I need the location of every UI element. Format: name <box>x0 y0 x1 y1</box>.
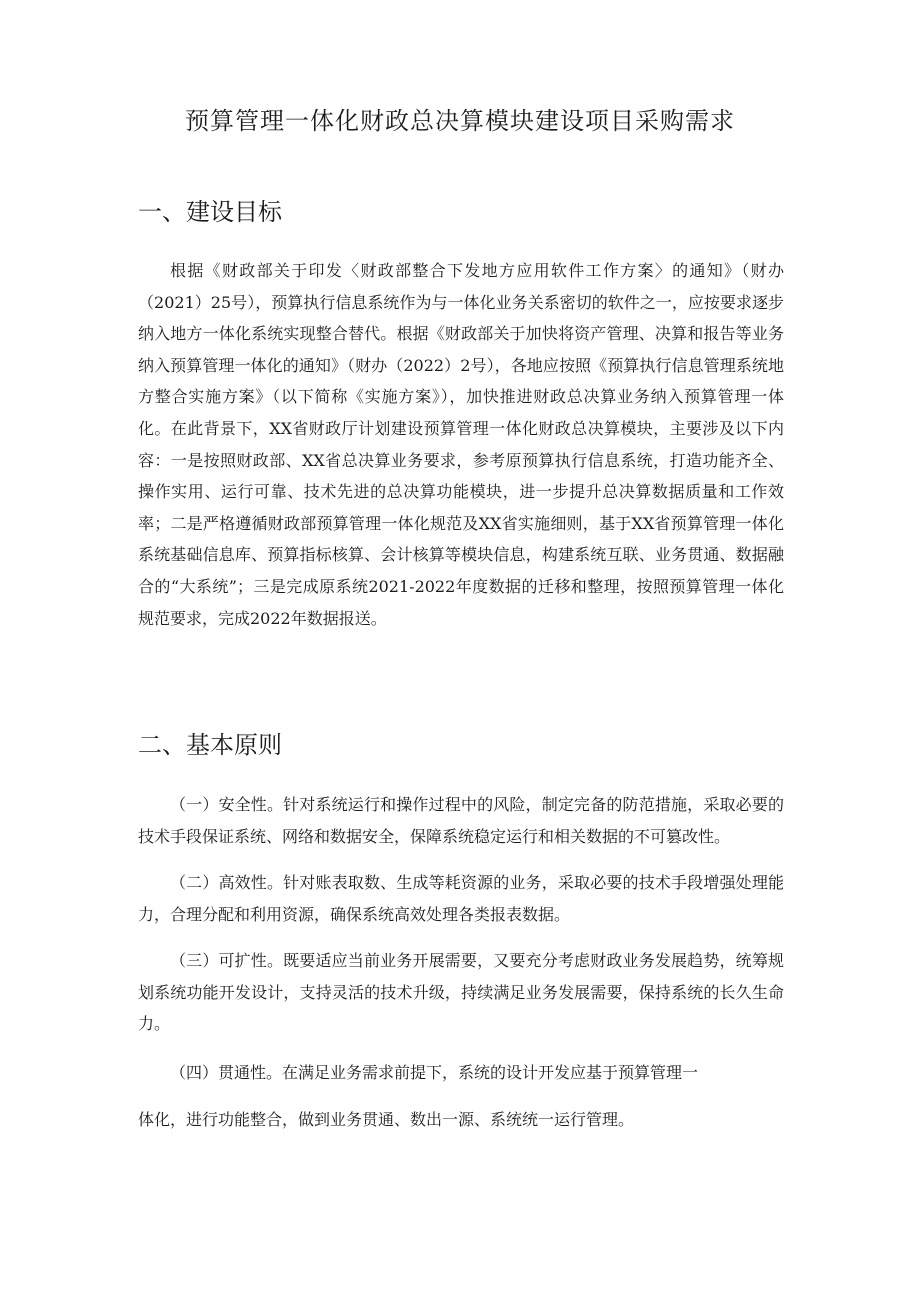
document-title: 预算管理一体化财政总决算模块建设项目采购需求 <box>185 107 735 135</box>
principle-security-paragraph: （一）安全性。针对系统运行和操作过程中的风险，制定完备的防范措施，采取必要的技术手段保证系统、网络和数据安全，保障系统稳定运行和相关数据的不可篡改性。 <box>138 795 784 846</box>
section-heading-principles: 二、基本原则 <box>138 731 282 759</box>
principle-connectivity-continuation: 体化，进行功能整合，做到业务贯通、数出一源、系统统一运行管理。 <box>138 1110 635 1129</box>
principle-efficiency-paragraph: （二）高效性。针对账表取数、生成等耗资源的业务，采取必要的技术手段增强处理能力，合理分配和利用资源，确保系统高效处理各类报表数据。 <box>138 873 784 924</box>
principle-connectivity-paragraph: （四）贯通性。在满足业务需求前提下，系统的设计开发应基于预算管理一 <box>170 1063 699 1082</box>
goal-paragraph: 根据《财政部关于印发〈财政部整合下发地方应用软件工作方案〉的通知》（财办（2021）25号），预算执行信息系统作为与一体化业务关系密切的软件之一，应按要求逐步纳入地方一体化系统实现整合替代。根据《财政部关于加快将资产管理、决算和报告等业务纳入预算管理一体化的通知》（财办（2022）2号），各地应按照《预算执行信息管理系统地方整合实施方案》（以下简称《实施方案》），加快推进财政总决算业务纳入预算管理一体化。在此背景下，XX省财政厅计划建设预算管理一体化财政总决算模块，主要涉及以下内容：一是按照财政部、XX省总决算业务要求，参考原预算执行信息系统，打造功能齐全、操作实用、运行可靠、技术先进的总决算功能模块，进一步提升总决算数据质量和工作效率；二是严格遵循财政部预算管理一体化规范及XX省实施细则，基于XX省预算管理一体化系统基础信息库、预算指标核算、会计核算等模块信息，构建系统互联、业务贯通、数据融合的“大系统”；三是完成原系统2021-2022年度数据的迁移和整理，按照预算管理一体化规范要求，完成2022年数据报送。 <box>138 261 784 628</box>
section-heading-goal: 一、建设目标 <box>138 198 282 226</box>
principle-extensibility-paragraph: （三）可扩性。既要适应当前业务开展需要，又要充分考虑财政业务发展趋势，统筹规划系统功能开发设计，支持灵活的技术升级，持续满足业务发展需要，保持系统的长久生命力。 <box>138 951 784 1034</box>
